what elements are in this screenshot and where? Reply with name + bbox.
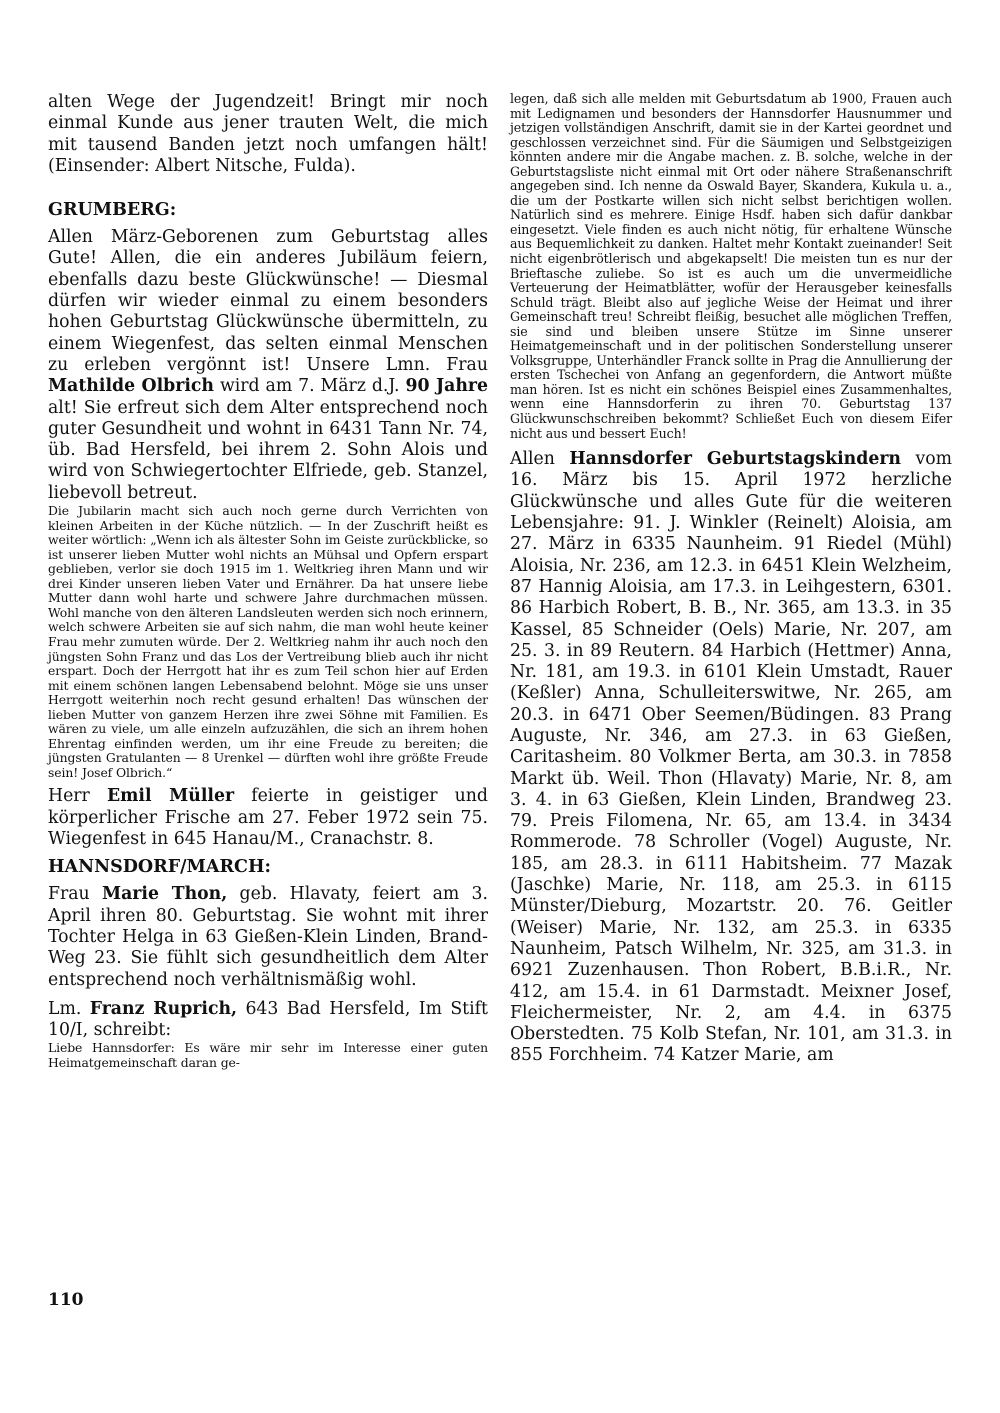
age-highlight: 90 Jahre	[405, 376, 488, 397]
intro-paragraph: alten Wege der Jugendzeit! Bringt mir noch einmal Kunde aus jener trauten Welt, die mich mit tausend Banden jetzt noch umfangen hält! (Einsender: Albert Nitsche, Fulda).	[48, 92, 488, 176]
right-column	[510, 92, 952, 1067]
left-column	[48, 92, 488, 1071]
birthday-list-paragraph: Allen Hannsdorfer Geburtstagskindern vom 16. März bis 15. April 1972 herzliche Glückwünsche und alles Gute für die weiteren Lebensjahre: 91. J. Winkler (Reinelt) Aloisia, am 27. März in 6335 Naunheim. 91 Riedel (Mühl) Aloisia, Nr. 236, am 12.3. in 6451 Klein Welzheim, 87 Hannig Aloisia, am 17.3. in Leihgestern, 6301. 86 Harbich Robert, B. B., Nr. 365, am 13.3. in 35 Kassel, 85 Schneider (Oels) Marie, Nr. 207, am 25. 3. in 89 Reutern. 84 Harbich (Hettmer) Anna, Nr. 181, am 19.3. in 6101 Klein Umstadt, Rauer (Keßler) Anna, Schulleiterswitwe, Nr. 265, am 20.3. in 6471 Ober Seemen/Büdingen. 83 Prang Auguste, Nr. 346, am 27.3. in 63 Gießen, Caritasheim. 80 Volkmer Berta, am 30.3. in 7858 Markt üb. Weil. Thon (Hlavaty) Marie, Nr. 8, am 3. 4. in 63 Gießen, Klein Linden, Brandweg 23. 79. Preis Filomena, Nr. 65, am 13.4. in 3434 Rommerode. 78 Schroller (Vogel) Auguste, Nr. 185, am 28.3. in 6111 Habitsheim. 77 Mazak (Jaschke) Marie, Nr. 118, am 25.3. in 6115 Münster/Dieburg, Mozartstr. 20. 76. Geitler (Weiser) Marie, Nr. 132, am 25.3. in 6335 Naunheim, Patsch Wilhelm, Nr. 325, am 31.3. in 6921 Zuzenhausen. Thon Robert, B.B.i.R., Nr. 412, am 15.4. in 61 Darmstadt. Meixner Josef, Fleichermeister, Nr. 2, am 4.4. in 6375 Oberstedten. 75 Kolb Stefan, Nr. 101, am 31.3. in 855 Forchheim. 74 Katzer Marie, am	[510, 449, 952, 1066]
person-name: Emil Müller	[106, 786, 235, 807]
person-name: Mathilde Olbrich	[48, 376, 214, 397]
page-number: 110	[48, 1290, 84, 1310]
section-heading-grumberg: GRUMBERG:	[48, 200, 177, 221]
person-name: Franz Ruprich,	[89, 998, 238, 1019]
person-name: Marie Thon,	[101, 884, 228, 905]
hannsdorf-paragraph-2: Lm. Franz Ruprich, 643 Bad Hersfeld, Im Stift 10/I, schreibt:	[48, 998, 488, 1041]
hannsdorf-paragraph: Frau Marie Thon, geb. Hlavaty, feiert am 3. April ihren 80. Geburtstag. Sie wohnt mit ihrer Tochter Helga in 63 Gießen-Klein Linden, Brand-Weg 23. Sie fühlt sich gesundheitlich dem Alter entsprechend noch verhältnismäßig wohl.	[48, 884, 489, 990]
letter-continuation-small: legen, daß sich alle melden mit Geburtsdatum ab 1900, Frauen auch mit Ledignamen und besonders der Hannsdorfer Hausnummer und jetzigen vollständigen Anschrift, damit sie in der Kartei geordnet und geschlossen verzeichnet sind. Für die Säumigen und Selbstgeizigen könnten andere mir die Angabe machen. z. B. solche, welche in der Geburtstagsliste nicht einmal mit Ort oder nähere Straßenanschrift angegeben sind. Ich nenne da Oswald Bayer, Skandera, Kukula u. a., die um der Postkarte willen sich nicht selbst berichtigen wollen. Natürlich sind es mehrere. Einige Hsdf. haben sich dafür dankbar eingesetzt. Viele finden es auch nicht nötig, für erhaltene Wünsche aus Bequemlichkeit zu danken. Haltet mehr Kontakt zueinander! Seit nicht eigenbrötlerisch und abgekapselt! Die meisten tun es nur der Brieftasche zuliebe. So ist es auch um die unvermeidliche Verteuerung der Heimatblätter, wofür der Herausgeber keinesfalls Schuld trägt. Bleibt also auf jegliche Weise der Heimat und ihrer Gemeinschaft treu! Schreibt fleißig, besuchet alle möglichen Treffen, sie sind und bleiben unsere Stütze im Sinne unserer Heimatgemeinschaft und in der politischen Sonderstellung unserer Volksgruppe, Unterhändler Franck sollte in Prag die Annullierung der ersten Tschechei von Anfang an gegenfordern, die Antwort müßte man hören. Ist es nicht ein schönes Beispiel eines Zusammenhaltes, wenn eine Hannsdorferin zu ihren 70. Geburtstag 137 Glückwunschschreiben bekommt? Schließet Euch von diesem Eifer nicht aus und bessert Euch!	[510, 91, 952, 441]
group-name: Hannsdorfer Geburtstagskindern	[569, 449, 901, 470]
section-heading-hannsdorf: HANNSDORF/MARCH:	[48, 857, 271, 878]
grumberg-paragraph-2: Herr Emil Müller feierte in geistiger und körperlicher Frische am 27. Feber 1972 sein 75. Wiegenfest in 645 Hanau/M., Cranachstr. 8.	[48, 786, 488, 850]
grumberg-letter-small: Die Jubilarin macht sich auch noch gerne durch Verrichten von kleinen Arbeiten in der Küche nützlich. — In der Zuschrift heißt es weiter wörtlich: „Wenn ich als ältester Sohn im Geiste zurückblicke, so ist unserer lieben Mutter wohl nichts an Mühsal und Opfern erspart geblieben, verlor sie doch 1915 im 1. Weltkrieg ihren Mann und wir drei Kinder unseren lieben Vater und Ernährer. Da hat unsere liebe Mutter dann wohl harte und schwere Jahre durchmachen müssen. Wohl manche von den älteren Landsleuten werden sich noch erinnern, welch schwere Arbeiten sie auf sich nahm, die man wohl heute keiner Frau mehr zumuten würde. Der 2. Weltkrieg nahm ihr auch noch den jüngsten Sohn Franz und das Los der Vertreibung blieb auch ihr nicht erspart. Doch der Herrgott hat ihr es zum Teil schon hier auf Erden mit einem schönen langen Lebensabend belohnt. Möge sie uns unser Herrgott weiterhin noch recht gesund erhalten! Das wünschen der lieben Mutter von ganzem Herzen ihre zwei Söhne mit Familien. Es wären zu viele, um alle einzeln aufzuzählen, die sich an ihrem hohen Ehrentag einfinden werden, um ihr eine Freude zu bereiten; die jüngsten Gratulanten — 8 Urenkel — dürften wohl ihre größte Freude sein! Josef Olbrich.“	[48, 503, 488, 780]
hannsdorf-letter-small: Liebe Hannsdorfer: Es wäre mir sehr im Interesse einer guten Heimatgemeinschaft daran ge-	[48, 1040, 488, 1070]
grumberg-paragraph: Allen März-Geborenen zum Geburtstag alles Gute! Allen, die ein anderes Jubiläum feiern, ebenfalls dazu beste Glückwünsche! — Diesmal dürfen wir wieder einmal zu einem besonders hohen Geburtstag Glückwünsche übermitteln, zu einem Wiegenfest, das selten einmal Menschen zu erleben vergönnt ist! Unsere Lmn. Frau Mathilde Olbrich wird am 7. März d.J. 90 Jahre alt! Sie erfreut sich dem Alter entsprechend noch guter Gesundheit und wohnt in 6431 Tann Nr. 74, üb. Bad Hersfeld, bei ihrem 2. Sohn Alois und wird von Schwiegertochter Elfriede, geb. Stanzel, liebevoll betreut.	[48, 227, 488, 503]
